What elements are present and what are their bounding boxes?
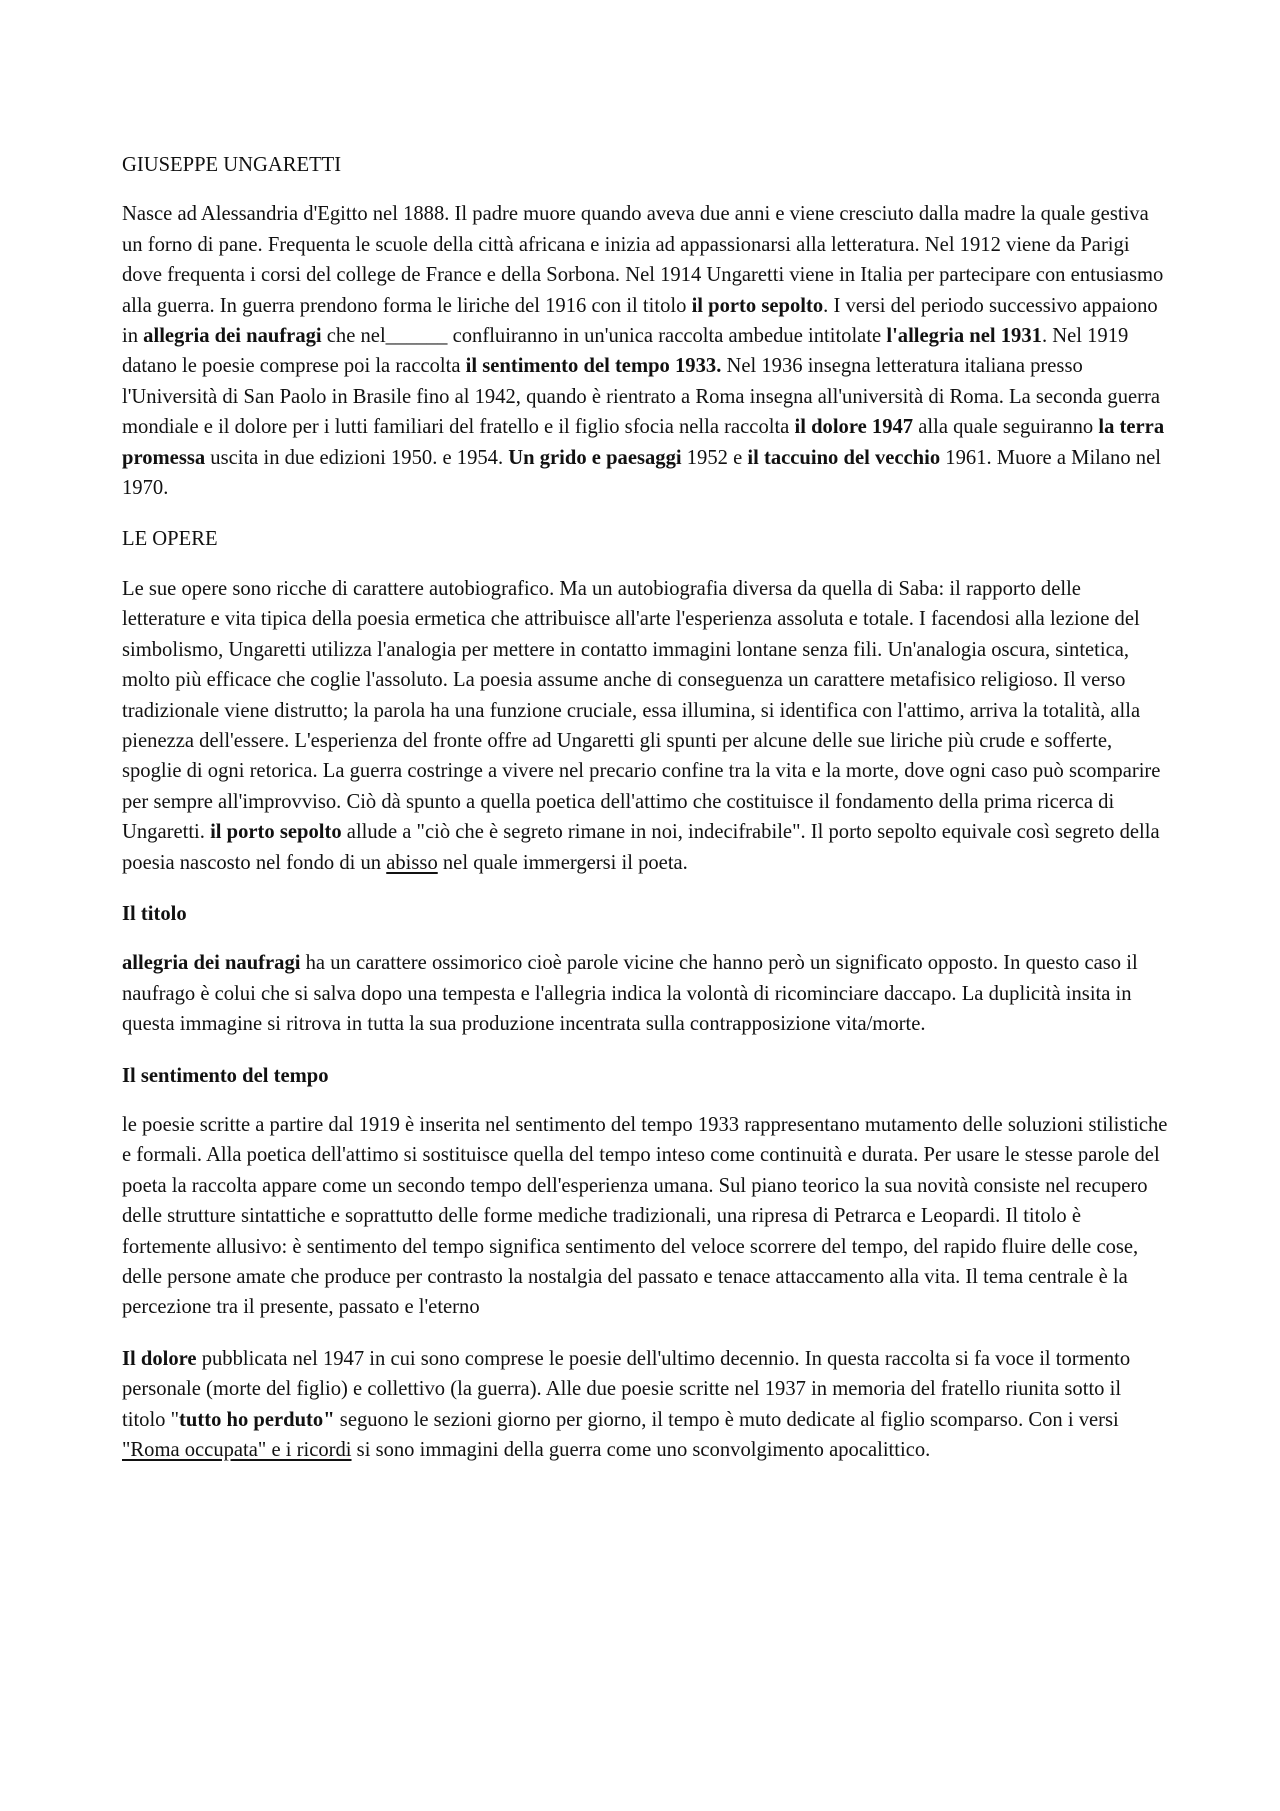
opere-text-1: Le sue opere sono ricche di carattere autobiografico. Ma un autobiografia diversa da quella di Saba: il rapporto delle letterature e vita tipica della poesia ermetica che attribuisce all'arte l'esperienza assoluta e totale. I facendosi alla lezione del simbolismo, Ungaretti utilizza l'analogia per mettere in contatto immagini lontane senza fili. Un'analogia oscura, sintetica, molto più efficace che coglie l'assoluto. La poesia assume anche di conseguenza un carattere metafisico religioso. Il verso tradizionale viene distrutto; la parola ha una funzione cruciale, essa illumina, si identifica con l'attimo, arriva la totalità, alla pienezza dell'essere. L'esperienza del fronte offre ad Ungaretti gli spunti per alcune delle sue liriche più crude e sofferte, spoglie di ogni retorica. La guerra costringe a vivere nel precario confine tra la vita e la morte, dove ogni caso può scomparire per sempre all'improvviso. Ciò dà spunto a quella poetica dell'attimo che costituisce il fondamento della prima ricerca di Ungaretti. <box>122 577 1161 844</box>
dolore-text-2: seguono le sezioni giorno per giorno, il tempo è muto dedicate al figlio scomparso. Con i versi <box>334 1408 1119 1431</box>
section-heading-sentimento: Il sentimento del tempo <box>122 1064 329 1087</box>
dolore-underlined-roma-occupata: "Roma occupata" e i ricordi <box>122 1439 352 1462</box>
dolore-paragraph <box>122 1344 1168 1466</box>
bio-bold-terra-promessa: la terra promessa <box>122 416 1165 469</box>
bio-text-1: Nasce ad Alessandria d'Egitto nel 1888. Il padre muore quando aveva due anni e viene cresciuto dalla madre la quale gestiva un forno di pane. Frequenta le scuole della città africana e inizia ad appassionarsi alla letteratura. Nel 1912 viene da Parigi dove frequenta i corsi del college de France e della Sorbona. Nel 1914 Ungaretti viene in Italia per partecipare con entusiasmo alla guerra. In guerra prendono forma le liriche del 1916 con il titolo <box>122 203 1164 317</box>
bio-text-4: . Nel 1919 datano le poesie comprese poi la raccolta <box>122 325 1129 378</box>
titolo-paragraph <box>122 948 1168 1039</box>
bio-text-3: che nel______ confluiranno in un'unica raccolta ambedue intitolate <box>321 325 887 348</box>
sentimento-paragraph <box>122 1110 1168 1323</box>
titolo-bold-allegria-naufragi: allegria dei naufragi <box>122 952 301 975</box>
bio-bold-dolore-1947: il dolore 1947 <box>794 416 914 439</box>
dolore-bold-title: Il dolore <box>122 1347 197 1370</box>
bio-bold-sentimento-tempo: il sentimento del tempo 1933. <box>465 355 722 378</box>
bio-text-5: Nel 1936 insegna letteratura italiana presso l'Università di San Paolo in Brasile fino al 1942, quando è rientrato a Roma insegna all'università di Roma. La seconda guerra mondiale e il dolore per i lutti familiari del fratello e il figlio sfocia nella raccolta <box>122 355 1160 439</box>
section-heading-opere: LE OPERE <box>122 528 218 551</box>
bio-bold-taccuino-vecchio: il taccuino del vecchio <box>747 446 941 469</box>
bio-text-9: 1961. Muore a Milano nel 1970. <box>122 446 1161 500</box>
page-title: GIUSEPPE UNGARETTI <box>122 154 342 176</box>
opere-bold-porto-sepolto: il porto sepolto <box>210 821 342 844</box>
bio-text-6: alla quale seguiranno <box>913 416 1099 439</box>
bio-text-7: uscita in due edizioni 1950. e 1954. <box>205 446 509 469</box>
bio-bold-allegria-1931: l'allegria nel 1931 <box>886 325 1042 348</box>
opere-underlined-abisso: abisso <box>386 851 438 874</box>
dolore-text-1: pubblicata nel 1947 in cui sono comprese le poesie dell'ultimo decennio. In questa raccolta si fa voce il tormento personale (morte del figlio) e collettivo (la guerra). Alle due poesie scritte nel 1937 in memoria del fratello riunita sotto il titolo " <box>122 1347 1131 1431</box>
dolore-bold-tutto-ho-perduto: tutto ho perduto" <box>179 1408 335 1431</box>
sentimento-text-1: le poesie scritte a partire dal 1919 è inserita nel sentimento del tempo 1933 rappresentano mutamento delle soluzioni stilistiche e formali. Alla poetica dell'attimo si sostituisce quella del tempo inteso come continuità e durata. Per usare le stesse parole del poeta la raccolta appare come un secondo tempo dell'esperienza umana. Sul piano teorico la sua novità consiste nel recupero delle strutture sintattiche e soprattutto delle forme mediche tradizionali, una ripresa di Petrarca e Leopardi. Il titolo è fortemente allusivo: è sentimento del tempo significa sentimento del veloce scorrere del tempo, del rapido fluire delle cose, delle persone amate che produce per contrasto la nostalgia del passato e tenace attaccamento alla vita. Il tema centrale è la percezione tra il presente, passato e l'eterno <box>122 1113 1168 1319</box>
section-heading-titolo: Il titolo <box>122 902 187 925</box>
document-page <box>122 150 1168 1486</box>
bio-bold-grido-paesaggi: Un grido e paesaggi <box>508 446 682 469</box>
bio-paragraph <box>122 199 1168 503</box>
bio-text-2: . I versi del periodo successivo appaiono in <box>122 294 1158 348</box>
bio-bold-porto-sepolto: il porto sepolto <box>691 294 824 317</box>
opere-text-2: allude a "ciò che è segreto rimane in noi, indecifrabile". Il porto sepolto equivale così segreto della poesia nascosto nel fondo di un <box>122 821 1160 874</box>
opere-paragraph <box>122 574 1168 878</box>
opere-text-3: nel quale immergersi il poeta. <box>437 851 688 874</box>
dolore-text-3: si sono immagini della guerra come uno sconvolgimento apocalittico. <box>351 1439 931 1462</box>
bio-text-8: 1952 e <box>681 446 748 469</box>
bio-bold-allegria-naufragi: allegria dei naufragi <box>143 325 322 348</box>
titolo-text-1: ha un carattere ossimorico cioè parole vicine che hanno però un significato opposto. In questo caso il naufrago è colui che si salva dopo una tempesta e l'allegria indica la volontà di ricominciare daccapo. La duplicità insita in questa immagine si ritrova in tutta la sua produzione incentrata sulla contrapposizione vita/morte. <box>122 952 1138 1036</box>
